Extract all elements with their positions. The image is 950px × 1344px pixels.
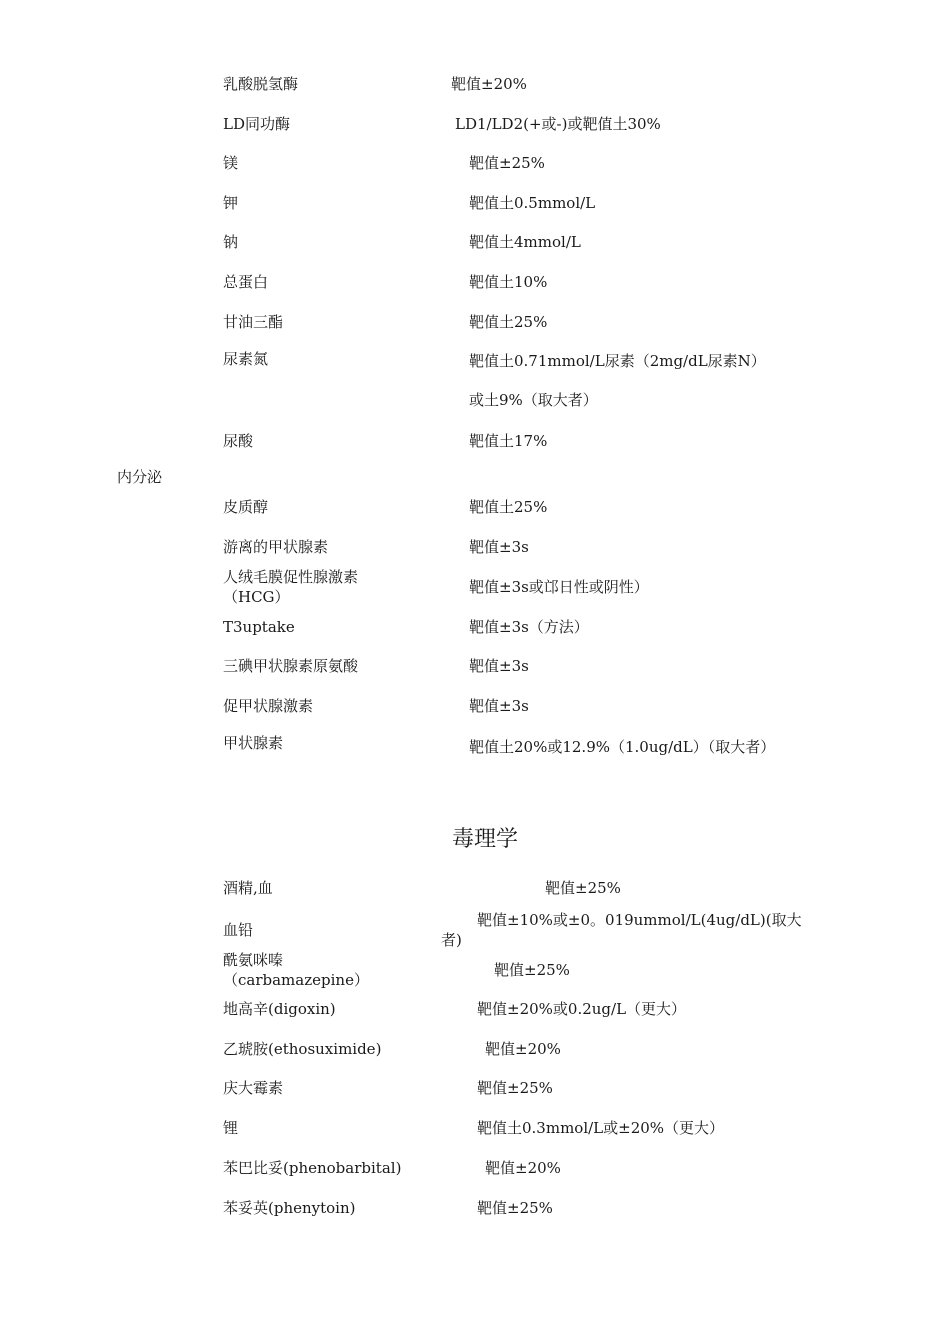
analyte-free-thyroxine: 游离的甲状腺素	[223, 538, 329, 556]
analyte-phenobarbital: 苯巴比妥(phenobarbital)	[223, 1159, 402, 1177]
analyte-phenytoin: 苯妥英(phenytoin)	[223, 1199, 356, 1217]
criterion-thyroxine: 靶值土20%或12.9%（1.0ug/dL）（取大者）	[469, 738, 776, 756]
analyte-gentamicin: 庆大霉素	[223, 1079, 284, 1097]
criterion-lithium: 靶值土0.3mmol/L或±20%（更大）	[477, 1119, 725, 1137]
analyte-triiodothyronine: 三碘甲状腺素原氨酸	[223, 657, 359, 675]
analyte-t3-uptake: T3uptake	[223, 618, 295, 636]
analyte-hcg-abbr: （HCG）	[223, 588, 290, 606]
analyte-magnesium: 镁	[223, 154, 239, 172]
criterion-triiodothyronine: 靶值±3s	[469, 657, 529, 675]
criterion-t3-uptake: 靶值±3s（方法）	[469, 618, 589, 636]
criterion-free-thyroxine: 靶值±3s	[469, 538, 529, 556]
analyte-triglycerides: 甘油三酯	[223, 313, 284, 331]
criterion-lactate-dehydrogenase: 靶值±20%	[451, 75, 527, 93]
analyte-hcg: 人绒毛膜促性腺激素	[223, 568, 359, 586]
criterion-potassium: 靶值土0.5mmol/L	[469, 194, 596, 212]
section-toxicology-heading: 毒理学	[452, 827, 519, 852]
analyte-potassium: 钾	[223, 194, 239, 212]
analyte-lithium: 锂	[223, 1119, 239, 1137]
criterion-cortisol: 靶值土25%	[469, 498, 548, 516]
analyte-urea-nitrogen: 尿素氮	[223, 350, 269, 368]
criterion-carbamazepine: 靶值±25%	[494, 961, 570, 979]
criterion-phenobarbital: 靶值±20%	[485, 1159, 561, 1177]
criterion-phenytoin: 靶值±25%	[477, 1199, 553, 1217]
criterion-sodium: 靶值土4mmol/L	[469, 233, 581, 251]
analyte-lactate-dehydrogenase: 乳酸脱氢酶	[223, 75, 299, 93]
analyte-ethosuximide: 乙琥胺(ethosuximide)	[223, 1040, 382, 1058]
criterion-gentamicin: 靶值±25%	[477, 1079, 553, 1097]
criterion-uric-acid: 靶值土17%	[469, 432, 548, 450]
criterion-urea-nitrogen-alt: 或土9%（取大者）	[469, 391, 598, 409]
criterion-blood-lead: 靶值±10%或±0。019ummol/L(4ug/dL)(取大	[477, 911, 802, 929]
section-endocrinology: 内分泌	[117, 468, 163, 486]
criterion-digoxin: 靶值±20%或0.2ug/L（更大）	[477, 1000, 687, 1018]
criterion-hcg: 靶值±3s或邙日性或阴性）	[469, 578, 649, 596]
analyte-sodium: 钠	[223, 233, 239, 251]
analyte-total-protein: 总蛋白	[223, 273, 269, 291]
analyte-carbamazepine: 酰氨咪嗪	[223, 951, 284, 969]
criterion-magnesium: 靶值±25%	[469, 154, 545, 172]
criterion-urea-nitrogen: 靶值土0.71mmol/L尿素（2mg/dL尿素N）	[469, 352, 766, 370]
criterion-total-protein: 靶值土10%	[469, 273, 548, 291]
analyte-uric-acid: 尿酸	[223, 432, 254, 450]
criterion-ethosuximide: 靶值±20%	[485, 1040, 561, 1058]
criterion-tsh: 靶值±3s	[469, 697, 529, 715]
analyte-ld-isoenzyme: LD同功酶	[223, 115, 290, 133]
analyte-digoxin: 地高辛(digoxin)	[223, 1000, 336, 1018]
analyte-cortisol: 皮质醇	[223, 498, 269, 516]
criterion-triglycerides: 靶值土25%	[469, 313, 548, 331]
criterion-blood-lead-cont: 者)	[441, 931, 462, 949]
analyte-alcohol-blood: 酒精,血	[223, 879, 273, 897]
criterion-ld-isoenzyme: LD1/LD2(+或-)或靶值土30%	[455, 115, 661, 133]
analyte-blood-lead: 血铅	[223, 921, 254, 939]
criterion-alcohol-blood: 靶值±25%	[545, 879, 621, 897]
analyte-thyroxine: 甲状腺素	[223, 734, 284, 752]
analyte-carbamazepine-en: （carbamazepine）	[223, 971, 369, 989]
analyte-tsh: 促甲状腺激素	[223, 697, 314, 715]
